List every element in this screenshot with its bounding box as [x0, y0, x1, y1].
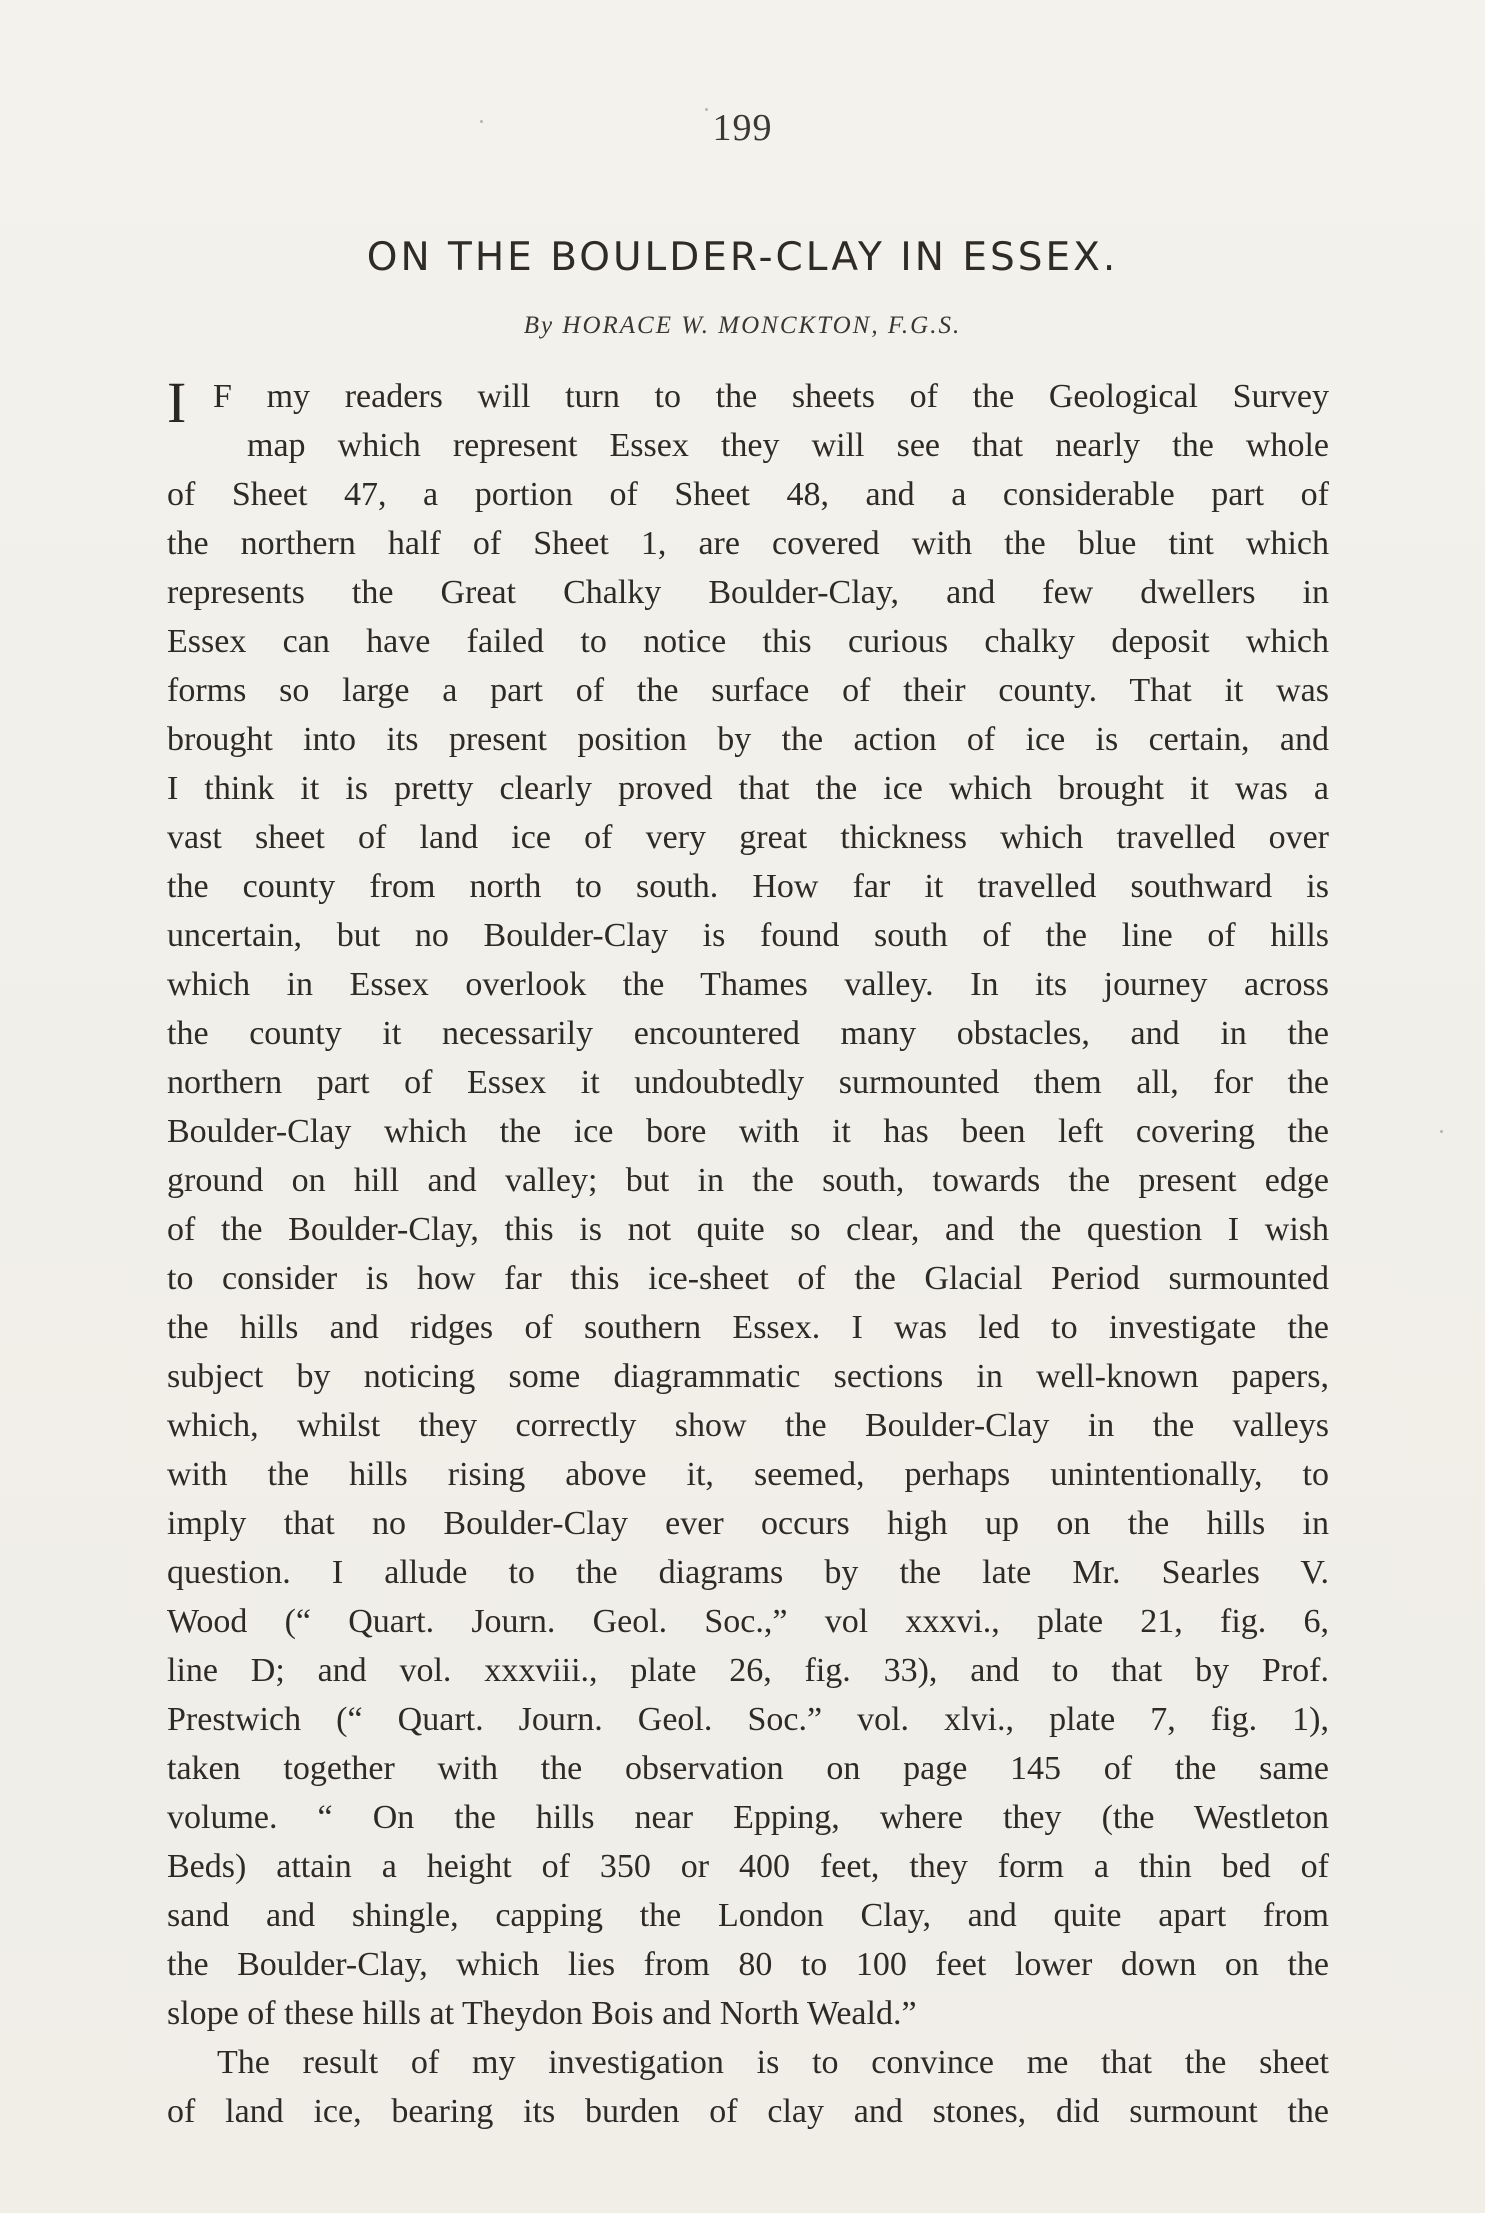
article-byline: By HORACE W. MONCKTON, F.G.S.: [523, 312, 962, 339]
text-line: slope of these hills at Theydon Bois and North Weald.”: [167, 1995, 917, 2032]
text-line: the county it necessarily encountered many obstacles, and in the: [167, 1015, 1329, 1052]
article-body: [167, 372, 1329, 2136]
text-line: the Boulder-Clay, which lies from 80 to 100 feet lower down on the: [167, 1946, 1329, 1983]
text-line: Beds) attain a height of 350 or 400 feet, they form a thin bed of: [167, 1848, 1329, 1885]
text-line: sand and shingle, capping the London Clay, and quite apart from: [167, 1897, 1329, 1934]
text-line: volume. “ On the hills near Epping, where they (the Westleton: [167, 1799, 1329, 1836]
text-line: the county from north to south. How far it travelled southward is: [167, 868, 1329, 905]
text-line: uncertain, but no Boulder-Clay is found south of the line of hills: [167, 917, 1329, 954]
text-line: question. I allude to the diagrams by the late Mr. Searles V.: [167, 1554, 1329, 1591]
drop-cap: I: [167, 370, 187, 435]
page-number: 199: [712, 107, 773, 149]
text-line: imply that no Boulder-Clay ever occurs high up on the hills in: [167, 1505, 1329, 1542]
text-line: taken together with the observation on page 145 of the same: [167, 1750, 1329, 1787]
text-line: The result of my investigation is to convince me that the sheet: [217, 2044, 1329, 2081]
text-line: which in Essex overlook the Thames valley. In its journey across: [167, 966, 1329, 1003]
text-line: subject by noticing some diagrammatic sections in well-known papers,: [167, 1358, 1329, 1395]
text-line: of the Boulder-Clay, this is not quite so clear, and the question I wish: [167, 1211, 1329, 1248]
text-line: which, whilst they correctly show the Boulder-Clay in the valleys: [167, 1407, 1329, 1444]
text-line: with the hills rising above it, seemed, perhaps unintentionally, to: [167, 1456, 1329, 1493]
text-line: ground on hill and valley; but in the south, towards the present edge: [167, 1162, 1329, 1199]
text-line: brought into its present position by the action of ice is certain, and: [167, 721, 1329, 758]
text-line: represents the Great Chalky Boulder-Clay, and few dwellers in: [167, 574, 1329, 611]
text-line: Boulder-Clay which the ice bore with it has been left covering the: [167, 1113, 1329, 1150]
text-line: map which represent Essex they will see that nearly the whole: [247, 427, 1329, 464]
paper-speck: [480, 120, 483, 123]
text-line: F my readers will turn to the sheets of the Geological Survey: [213, 378, 1329, 415]
text-line: to consider is how far this ice-sheet of the Glacial Period surmounted: [167, 1260, 1329, 1297]
paragraph-1-opening: [167, 372, 1329, 470]
article-title: ON THE BOULDER-CLAY IN ESSEX.: [366, 235, 1119, 280]
text-line: the northern half of Sheet 1, are covered with the blue tint which: [167, 525, 1329, 562]
paper-speck: [1440, 1130, 1443, 1133]
text-line: northern part of Essex it undoubtedly surmounted them all, for the: [167, 1064, 1329, 1101]
text-line: of Sheet 47, a portion of Sheet 48, and a considerable part of: [167, 476, 1329, 513]
text-line: I think it is pretty clearly proved that the ice which brought it was a: [167, 770, 1329, 807]
text-line: forms so large a part of the surface of their county. That it was: [167, 672, 1329, 709]
text-line: of land ice, bearing its burden of clay and stones, did surmount the: [167, 2093, 1329, 2130]
text-line: the hills and ridges of southern Essex. I was led to investigate the: [167, 1309, 1329, 1346]
text-line: Prestwich (“ Quart. Journ. Geol. Soc.” vol. xlvi., plate 7, fig. 1),: [167, 1701, 1329, 1738]
text-line: Essex can have failed to notice this curious chalky deposit which: [167, 623, 1329, 660]
text-line: Wood (“ Quart. Journ. Geol. Soc.,” vol xxxvi., plate 21, fig. 6,: [167, 1603, 1329, 1640]
text-line: vast sheet of land ice of very great thickness which travelled over: [167, 819, 1329, 856]
text-line: line D; and vol. xxxviii., plate 26, fig. 33), and to that by Prof.: [167, 1652, 1329, 1689]
paper-speck: [705, 108, 708, 111]
